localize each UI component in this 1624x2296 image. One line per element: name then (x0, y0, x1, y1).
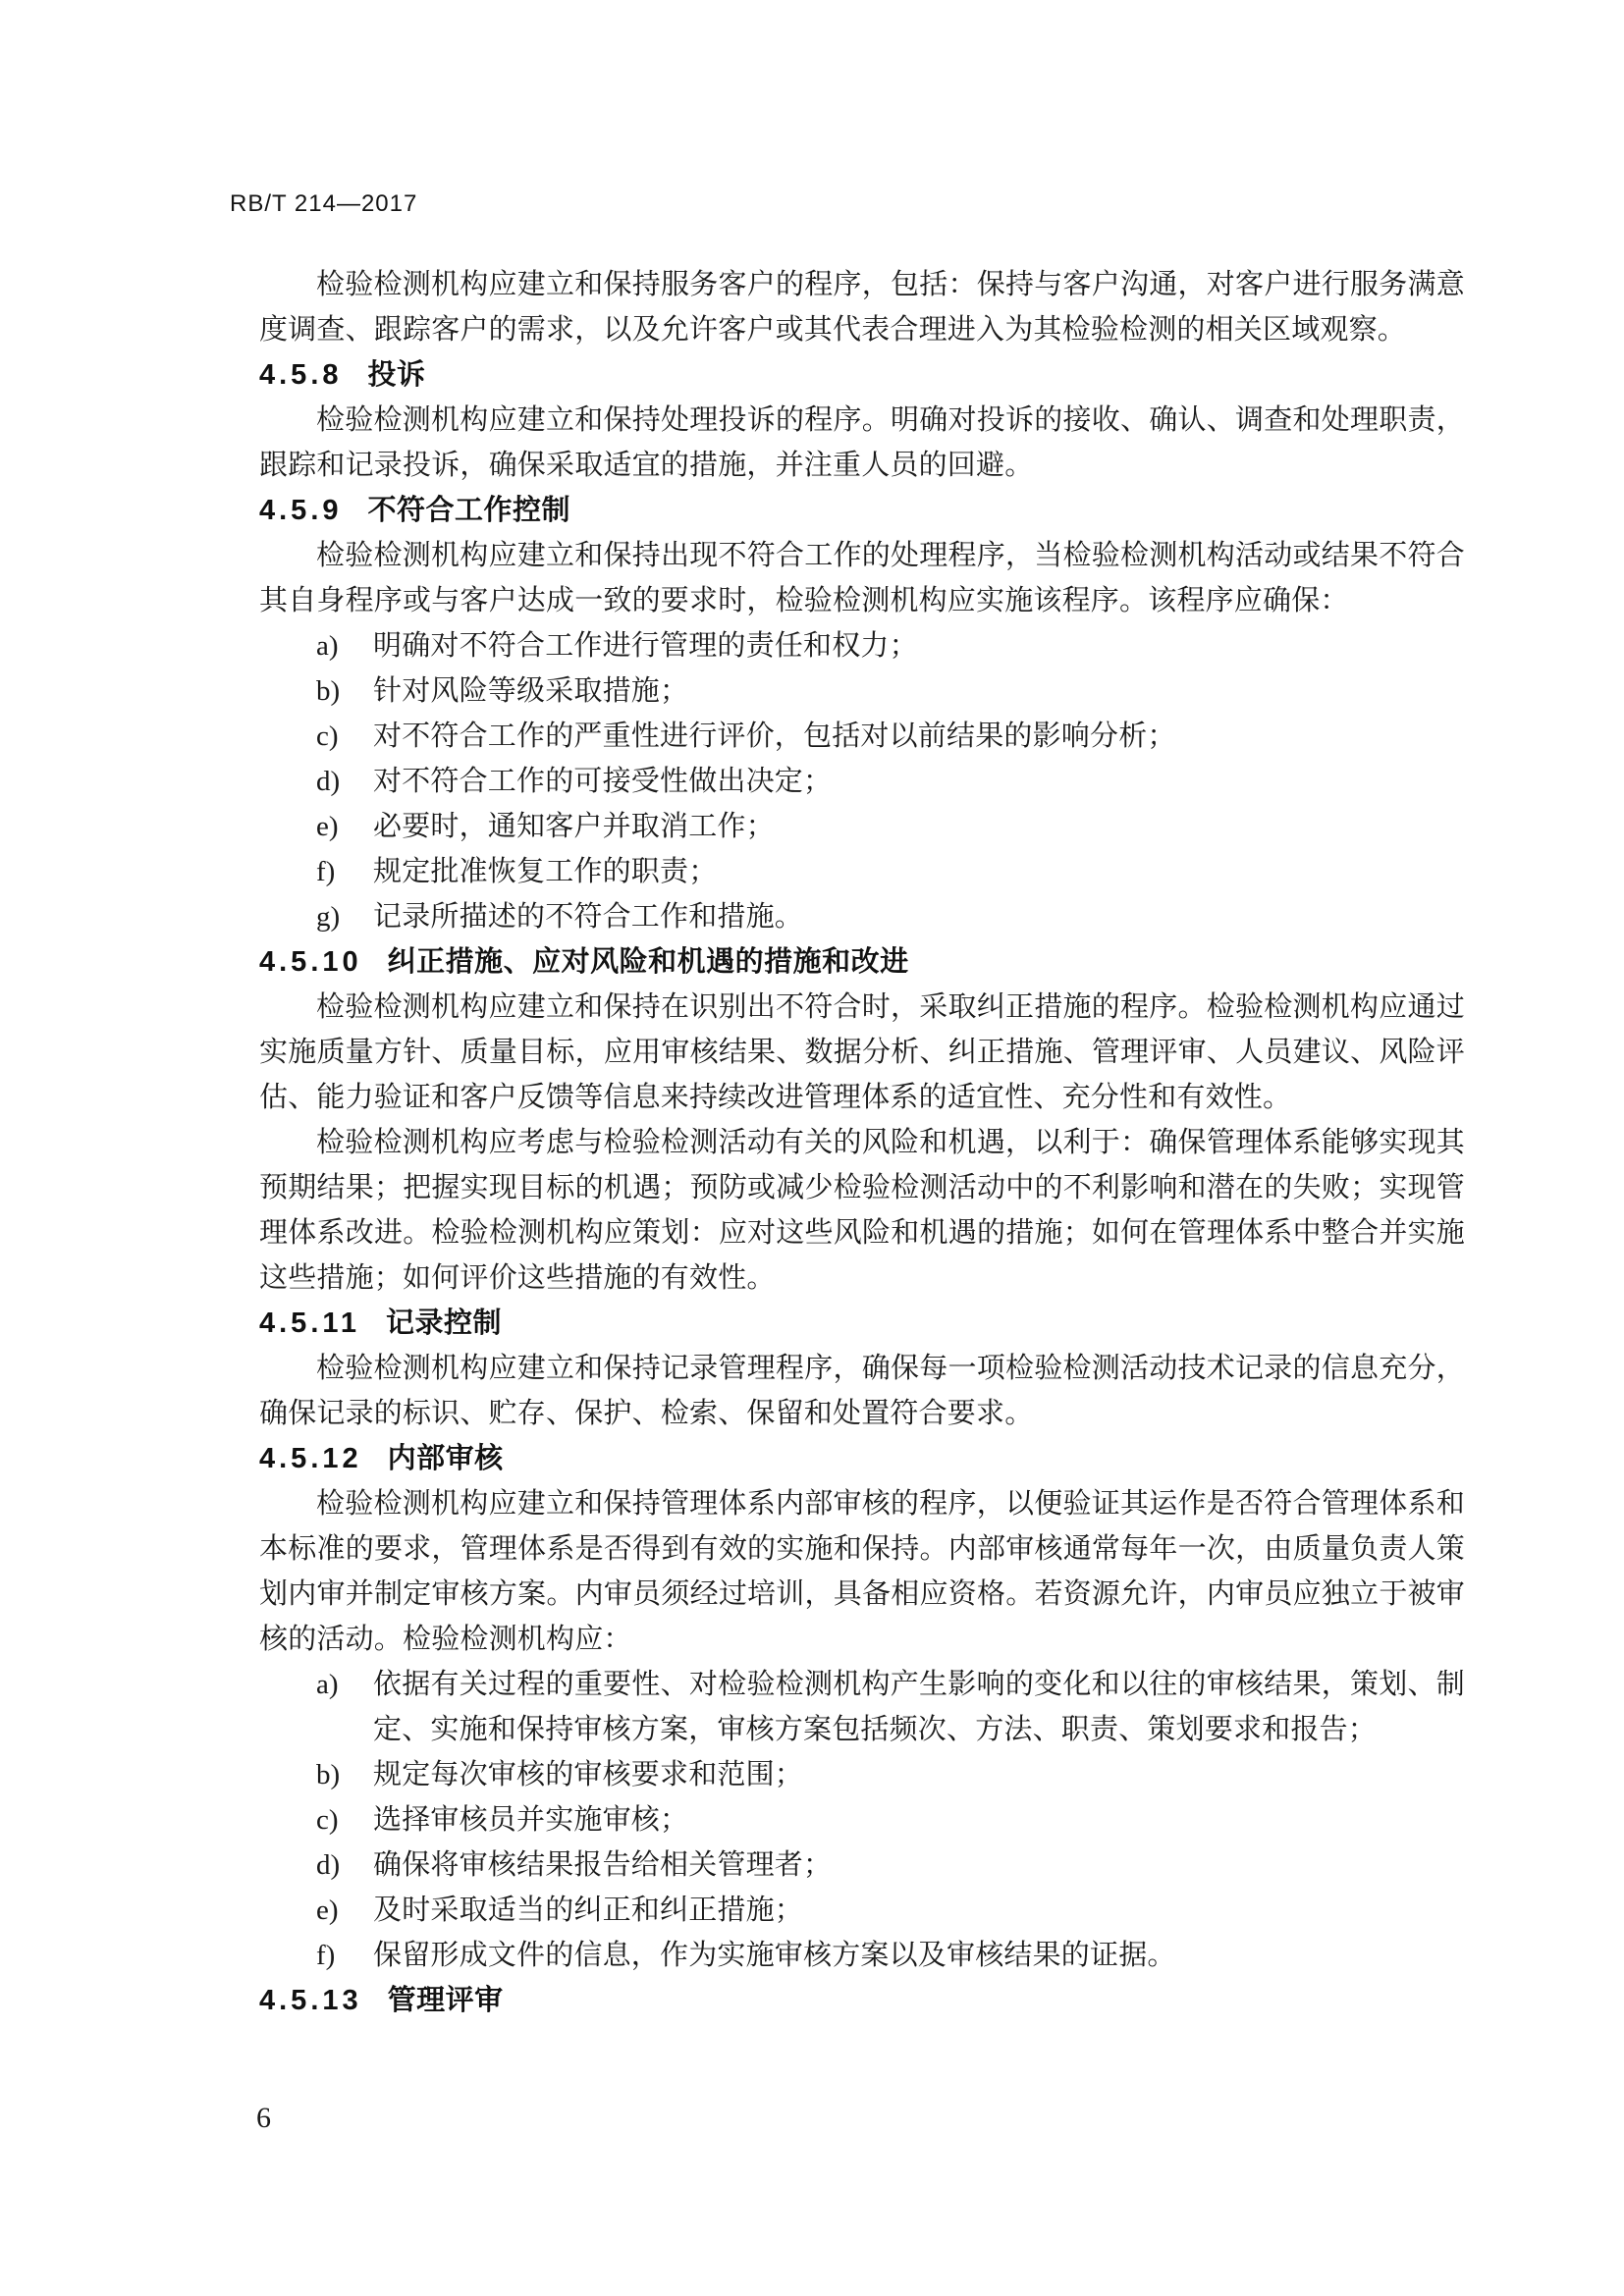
list-item-text: 确保将审核结果报告给相关管理者； (373, 1849, 833, 1881)
page-number: 6 (256, 2102, 271, 2134)
section-number: 4.5.11 (259, 1308, 361, 1339)
list-item (259, 714, 1465, 759)
section-heading (259, 488, 1465, 533)
section-heading (259, 1436, 1465, 1481)
list-item-text: 对不符合工作的可接受性做出决定； (373, 766, 833, 797)
section-title: 管理评审 (387, 1985, 504, 2016)
section-title: 纠正措施、应对风险和机遇的措施和改进 (387, 946, 909, 978)
clause-list (259, 623, 1465, 939)
paragraph: 检验检测机构应建立和保持服务客户的程序，包括：保持与客户沟通，对客户进行服务满意度调查、跟踪客户的需求，以及允许客户或其代表合理进入为其检验检测的相关区域观察。 (259, 269, 1465, 346)
clause-list (259, 1662, 1465, 1978)
list-item-text: 记录所描述的不符合工作和措施。 (373, 901, 804, 933)
list-item-text: 规定批准恢复工作的职责； (373, 856, 718, 887)
list-item-label: f) (316, 856, 336, 887)
list-item-text: 规定每次审核的审核要求和范围； (373, 1759, 804, 1790)
list-item (259, 1933, 1465, 1978)
list-item-label: e) (316, 1895, 339, 1926)
list-item (259, 668, 1465, 714)
list-item (259, 804, 1465, 849)
section-title: 内部审核 (387, 1443, 504, 1474)
section-title: 不符合工作控制 (367, 495, 571, 526)
paragraph: 检验检测机构应建立和保持处理投诉的程序。明确对投诉的接收、确认、调查和处理职责，跟踪和记录投诉，确保采取适宜的措施，并注重人员的回避。 (259, 404, 1465, 481)
standard-number-header: RB/T 214—2017 (230, 190, 418, 217)
section-title: 记录控制 (386, 1308, 503, 1339)
section-heading (259, 1978, 1465, 2023)
list-item (259, 759, 1465, 804)
section-number: 4.5.8 (259, 359, 343, 391)
list-item-label: b) (316, 675, 341, 707)
list-item (259, 1662, 1465, 1752)
list-item-text: 依据有关过程的重要性、对检验检测机构产生影响的变化和以往的审核结果，策划、制定、实施和保持审核方案，审核方案包括频次、方法、职责、策划要求和报告； (373, 1669, 1465, 1745)
list-item (259, 623, 1465, 668)
list-item-text: 针对风险等级采取措施； (373, 675, 689, 707)
list-item-text: 保留形成文件的信息，作为实施审核方案以及审核结果的证据。 (373, 1940, 1176, 1971)
list-item (259, 849, 1465, 894)
section-number: 4.5.9 (259, 495, 343, 526)
paragraph: 检验检测机构应建立和保持出现不符合工作的处理程序，当检验检测机构活动或结果不符合其自身程序或与客户达成一致的要求时，检验检测机构应实施该程序。该程序应确保： (259, 540, 1465, 616)
list-item-label: b) (316, 1759, 341, 1790)
section-title: 投诉 (367, 359, 426, 391)
list-item (259, 894, 1465, 939)
list-item-label: g) (316, 901, 341, 933)
document-content (259, 262, 1465, 2023)
paragraph: 检验检测机构应建立和保持在识别出不符合时，采取纠正措施的程序。检验检测机构应通过实施质量方针、质量目标，应用审核结果、数据分析、纠正措施、管理评审、人员建议、风险评估、能力验证和客户反馈等信息来持续改进管理体系的适宜性、充分性和有效性。 (259, 991, 1465, 1113)
section-number: 4.5.10 (259, 946, 362, 978)
section-number: 4.5.13 (259, 1985, 362, 2016)
list-item-label: a) (316, 1669, 339, 1700)
list-item-label: f) (316, 1940, 336, 1971)
list-item-text: 明确对不符合工作进行管理的责任和权力； (373, 630, 918, 662)
list-item (259, 1752, 1465, 1797)
list-item (259, 1797, 1465, 1842)
section-heading (259, 1301, 1465, 1346)
section-heading (259, 939, 1465, 985)
paragraph: 检验检测机构应建立和保持记录管理程序，确保每一项检验检测活动技术记录的信息充分，确保记录的标识、贮存、保护、检索、保留和处置符合要求。 (259, 1353, 1465, 1429)
list-item (259, 1888, 1465, 1933)
list-item-label: a) (316, 630, 339, 662)
paragraph: 检验检测机构应建立和保持管理体系内部审核的程序，以便验证其运作是否符合管理体系和本标准的要求，管理体系是否得到有效的实施和保持。内部审核通常每年一次，由质量负责人策划内审并制定审核方案。内审员须经过培训，具备相应资格。若资源允许，内审员应独立于被审核的活动。检验检测机构应： (259, 1488, 1465, 1655)
list-item-text: 选择审核员并实施审核； (373, 1804, 689, 1836)
paragraph: 检验检测机构应考虑与检验检测活动有关的风险和机遇，以利于：确保管理体系能够实现其预期结果；把握实现目标的机遇；预防或减少检验检测活动中的不利影响和潜在的失败；实现管理体系改进。检验检测机构应策划：应对这些风险和机遇的措施；如何在管理体系中整合并实施这些措施；如何评价这些措施的有效性。 (259, 1127, 1465, 1294)
list-item-text: 必要时，通知客户并取消工作； (373, 811, 775, 842)
list-item-label: e) (316, 811, 339, 842)
list-item-text: 对不符合工作的严重性进行评价，包括对以前结果的影响分析； (373, 721, 1176, 752)
section-number: 4.5.12 (259, 1443, 362, 1474)
list-item-label: c) (316, 721, 339, 752)
list-item-label: d) (316, 1849, 341, 1881)
list-item-text: 及时采取适当的纠正和纠正措施； (373, 1895, 804, 1926)
section-heading (259, 352, 1465, 398)
list-item-label: c) (316, 1804, 339, 1836)
list-item-label: d) (316, 766, 341, 797)
list-item (259, 1842, 1465, 1888)
